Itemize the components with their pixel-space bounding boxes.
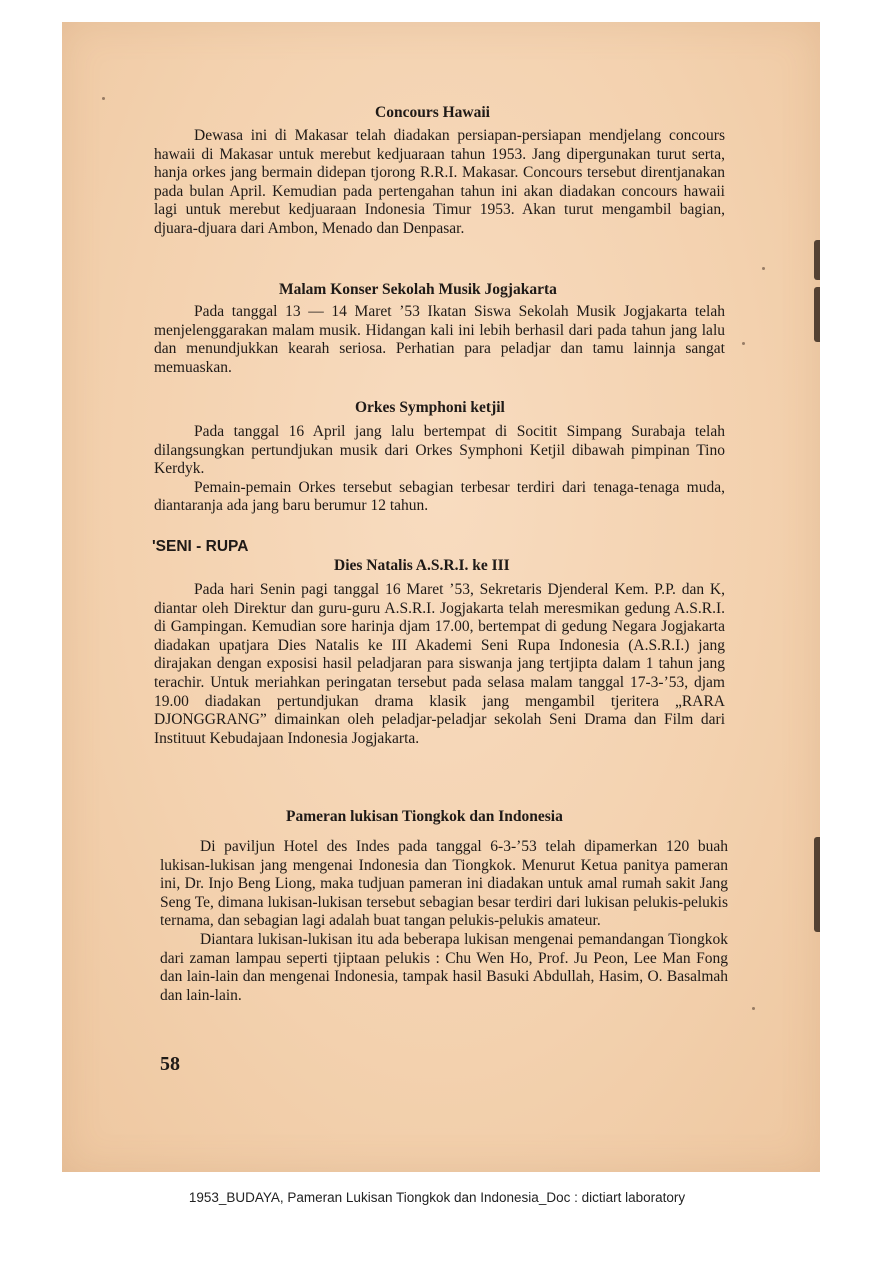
binding-mark [814,287,820,342]
section-label: 'SENI - RUPA [152,538,249,555]
binding-mark [814,240,820,280]
article-title: Dies Natalis A.S.R.I. ke III [334,557,510,574]
article-body [154,423,725,516]
page-number: 58 [160,1053,180,1075]
paragraph: Dewasa ini di Makasar telah diadakan persiapan-persiapan mendjelang concours hawaii di Makasar untuk merebut kedjuaraan tahun 1953. Jang dipergunakan turut serta, hanja orkes jang bermain didepan tjorong R.R.I. Makasar. Concours tersebut direntjanakan pada bulan April. Kemudian pada pertengahan tahun ini akan diadakan concours hawaii lagi untuk merebut kedjuaraan Indonesia Timur 1953. Akan turut mengambil bagian, djuara-djuara dari Ambon, Menado dan Denpasar. [154,127,725,237]
speck [762,267,765,270]
paragraph: Pada tanggal 16 April jang lalu bertempat di Socitit Simpang Surabaja telah dilangsungkan pertundjukan musik dari Orkes Symphoni Ketjil dibawah pimpinan Tino Kerdyk. [154,423,725,478]
paragraph: Pemain-pemain Orkes tersebut sebagian terbesar terdiri dari tenaga-tenaga muda, diantaranja ada jang baru berumur 12 tahun. [154,478,725,515]
article-body [154,303,725,377]
article-body [160,838,728,1005]
article-body [154,581,725,748]
speck [742,342,745,345]
paragraph: Pada hari Senin pagi tanggal 16 Maret ’53, Sekretaris Djenderal Kem. P.P. dan K, diantar oleh Direktur dan guru-guru A.S.R.I. Jogjakarta telah meresmikan gedung A.S.R.I. di Gampingan. Kemudian sore harinja djam 17.00, bertempat di gedung Negara Jogjakarta diadakan upatjara Dies Natalis ke III Akademi Seni Rupa Indonesia (A.S.R.I.) jang dirajakan dengan exposisi hasil peladjaran para siswanja jang tertjipta dalam 1 tahun jang terachir. Untuk meriahkan peringatan tersebut pada selasa malam tanggal 17-3-’53, djam 19.00 diadakan pertundjukan drama klasik jang mengambil tjeritera „RARA DJONGGRANG” dimainkan oleh peladjar-peladjar sekolah Seni Drama dan Film dari Instituut Kebudajaan Indonesia Jogjakarta. [154,581,725,747]
article-title: Orkes Symphoni ketjil [355,399,505,416]
speck [102,97,105,100]
speck [752,1007,755,1010]
binding-mark [814,837,820,932]
document-caption: 1953_BUDAYA, Pameran Lukisan Tiongkok dan Indonesia_Doc : dictiart laboratory [188,1190,686,1205]
paragraph: Diantara lukisan-lukisan itu ada beberapa lukisan mengenai pemandangan Tiongkok dari zaman lampau seperti tjiptaan pelukis : Chu Wen Ho, Prof. Ju Peon, Lee Man Fong dan lain-lain dan mengenai Indonesia, tampak hasil Basuki Abdullah, Hasim, O. Basalmah dan lain-lain. [160,930,728,1004]
article-title: Pameran lukisan Tiongkok dan Indonesia [286,808,563,825]
article-body [154,127,725,239]
paragraph: Pada tanggal 13 — 14 Maret ’53 Ikatan Siswa Sekolah Musik Jogjakarta telah menjelenggarakan malam musik. Hidangan kali ini lebih berhasil dari pada tahun jang lalu dan menundjukkan kearah seriosa. Perhatian para peladjar dan tamu lainnja sangat memuaskan. [154,303,725,376]
article-title: Malam Konser Sekolah Musik Jogjakarta [279,281,557,298]
paragraph: Di paviljun Hotel des Indes pada tanggal 6-3-’53 telah dipamerkan 120 buah lukisan-lukisan jang mengenai Indonesia dan Tiongkok. Menurut Ketua panitya pameran ini, Dr. Injo Beng Liong, maka tudjuan pameran ini diadakan untuk amal rumah sakit Jang Seng Te, dimana lukisan-lukisan tersebut sebagian besar terdiri dari lukisan pelukis-pelukis ternama, dan sebagian lagi adalah buat tangan pelukis-pelukis amateur. [160,838,728,930]
article-title: Concours Hawaii [375,104,490,121]
